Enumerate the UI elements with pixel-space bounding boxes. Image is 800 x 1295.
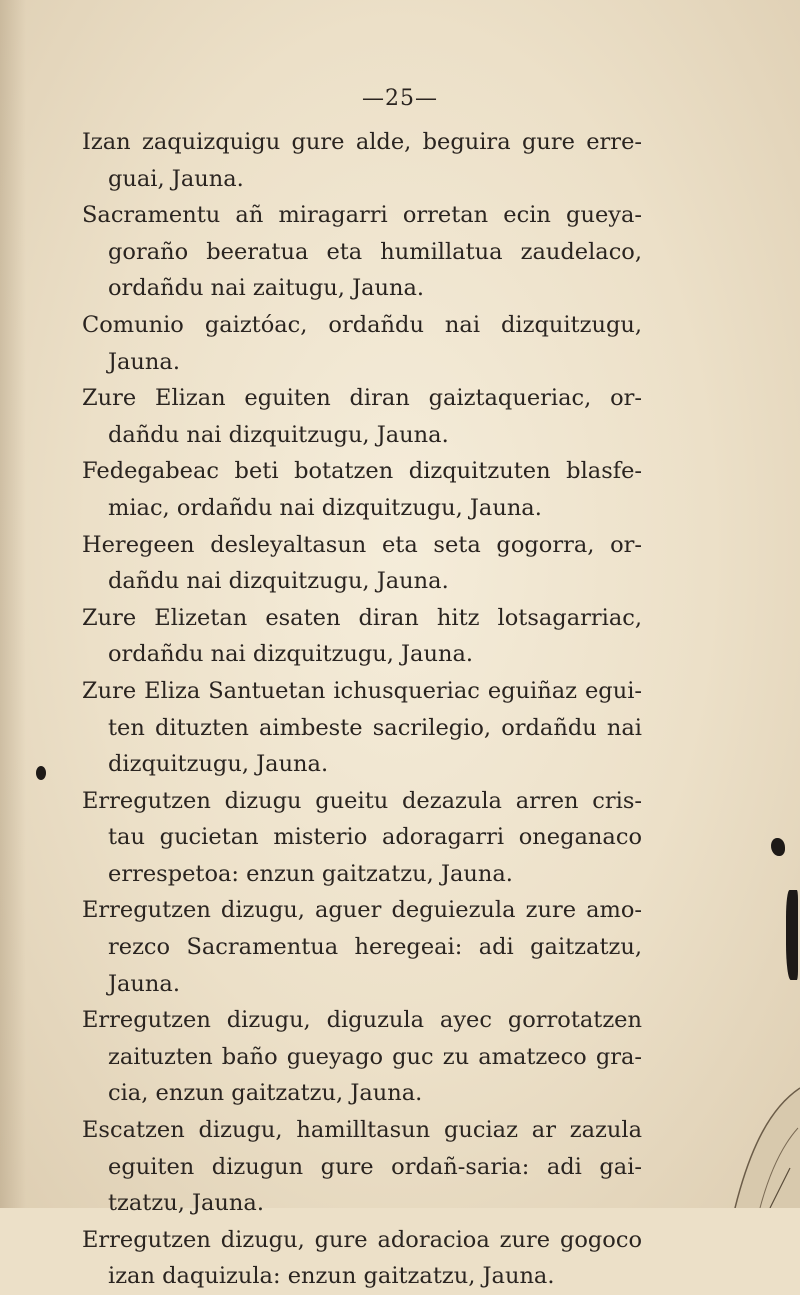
text-line: zaituzten baño gueyago guc zu amatzeco gra-	[108, 1043, 642, 1070]
text-line: Erregutzen dizugu gueitu dezazula arren cris-	[82, 787, 642, 814]
text-line: Zure Elizan eguiten diran gaiztaqueriac, or-	[82, 385, 642, 412]
text-line: cia, enzun gaitzatzu, Jauna.	[108, 1080, 423, 1107]
text-line: tau gucietan misterio adoragarri oneganaco	[108, 824, 642, 851]
ink-blot	[786, 890, 798, 980]
text-line: Comunio gaiztóac, ordañdu nai dizquitzugu,	[82, 311, 642, 338]
text-line: rezco Sacramentua heregeai: adi gaitzatzu,	[108, 934, 642, 961]
text-line: ordañdu nai zaitugu, Jauna.	[108, 275, 425, 302]
text-line: Izan zaquizquigu gure alde, beguira gure erre-	[82, 129, 642, 155]
text-line: dizquitzugu, Jauna.	[108, 751, 329, 778]
text-line: miac, ordañdu nai dizquitzugu, Jauna.	[108, 494, 542, 521]
text-line: ordañdu nai dizquitzugu, Jauna.	[108, 641, 474, 668]
text-line: goraño beeratua eta humillatua zaudelaco,	[108, 238, 642, 265]
text-line: Erregutzen dizugu, aguer deguiezula zure amo-	[82, 897, 642, 924]
text-line: izan daquizula: enzun gaitzatzu, Jauna.	[108, 1263, 555, 1290]
text-line: Jauna.	[108, 970, 180, 997]
text-line: Jauna.	[108, 348, 180, 375]
text-line: Erregutzen dizugu, gure adoracioa zure gogoco	[82, 1226, 642, 1253]
text-line: Heregeen desleyaltasun eta seta gogorra, or-	[82, 531, 642, 558]
torn-corner	[690, 1068, 800, 1208]
text-line: errespetoa: enzun gaitzatzu, Jauna.	[108, 860, 513, 887]
text-line: dañdu nai dizquitzugu, Jauna.	[108, 568, 449, 595]
ink-blot	[36, 766, 46, 780]
text-line: Zure Eliza Santuetan ichusqueriac eguiñaz egui-	[82, 677, 642, 704]
text-line: Fedegabeac beti botatzen dizquitzuten blasfe-	[82, 458, 642, 485]
text-line: dañdu nai dizquitzugu, Jauna.	[108, 421, 449, 448]
page-number: —25—	[362, 86, 438, 111]
text-line: Escatzen dizugu, hamilltasun guciaz ar zazula	[82, 1117, 642, 1144]
ink-blot	[771, 838, 785, 856]
text-line: tzatzu, Jauna.	[108, 1190, 264, 1217]
text-line: Sacramentu añ miragarri orretan ecin gueya-	[82, 202, 642, 229]
text-line: Erregutzen dizugu, diguzula ayec gorrotatzen	[82, 1007, 642, 1034]
text-line: eguiten dizugun gure ordañ-saria: adi gai-	[108, 1153, 642, 1180]
text-line: Zure Elizetan esaten diran hitz lotsagarriac,	[82, 604, 642, 631]
litany-text	[82, 124, 642, 1295]
page-edge-shadow	[0, 0, 26, 1208]
text-line: guai, Jauna.	[108, 165, 244, 192]
text-line: ten dituzten aimbeste sacrilegio, ordañdu nai	[108, 714, 642, 741]
